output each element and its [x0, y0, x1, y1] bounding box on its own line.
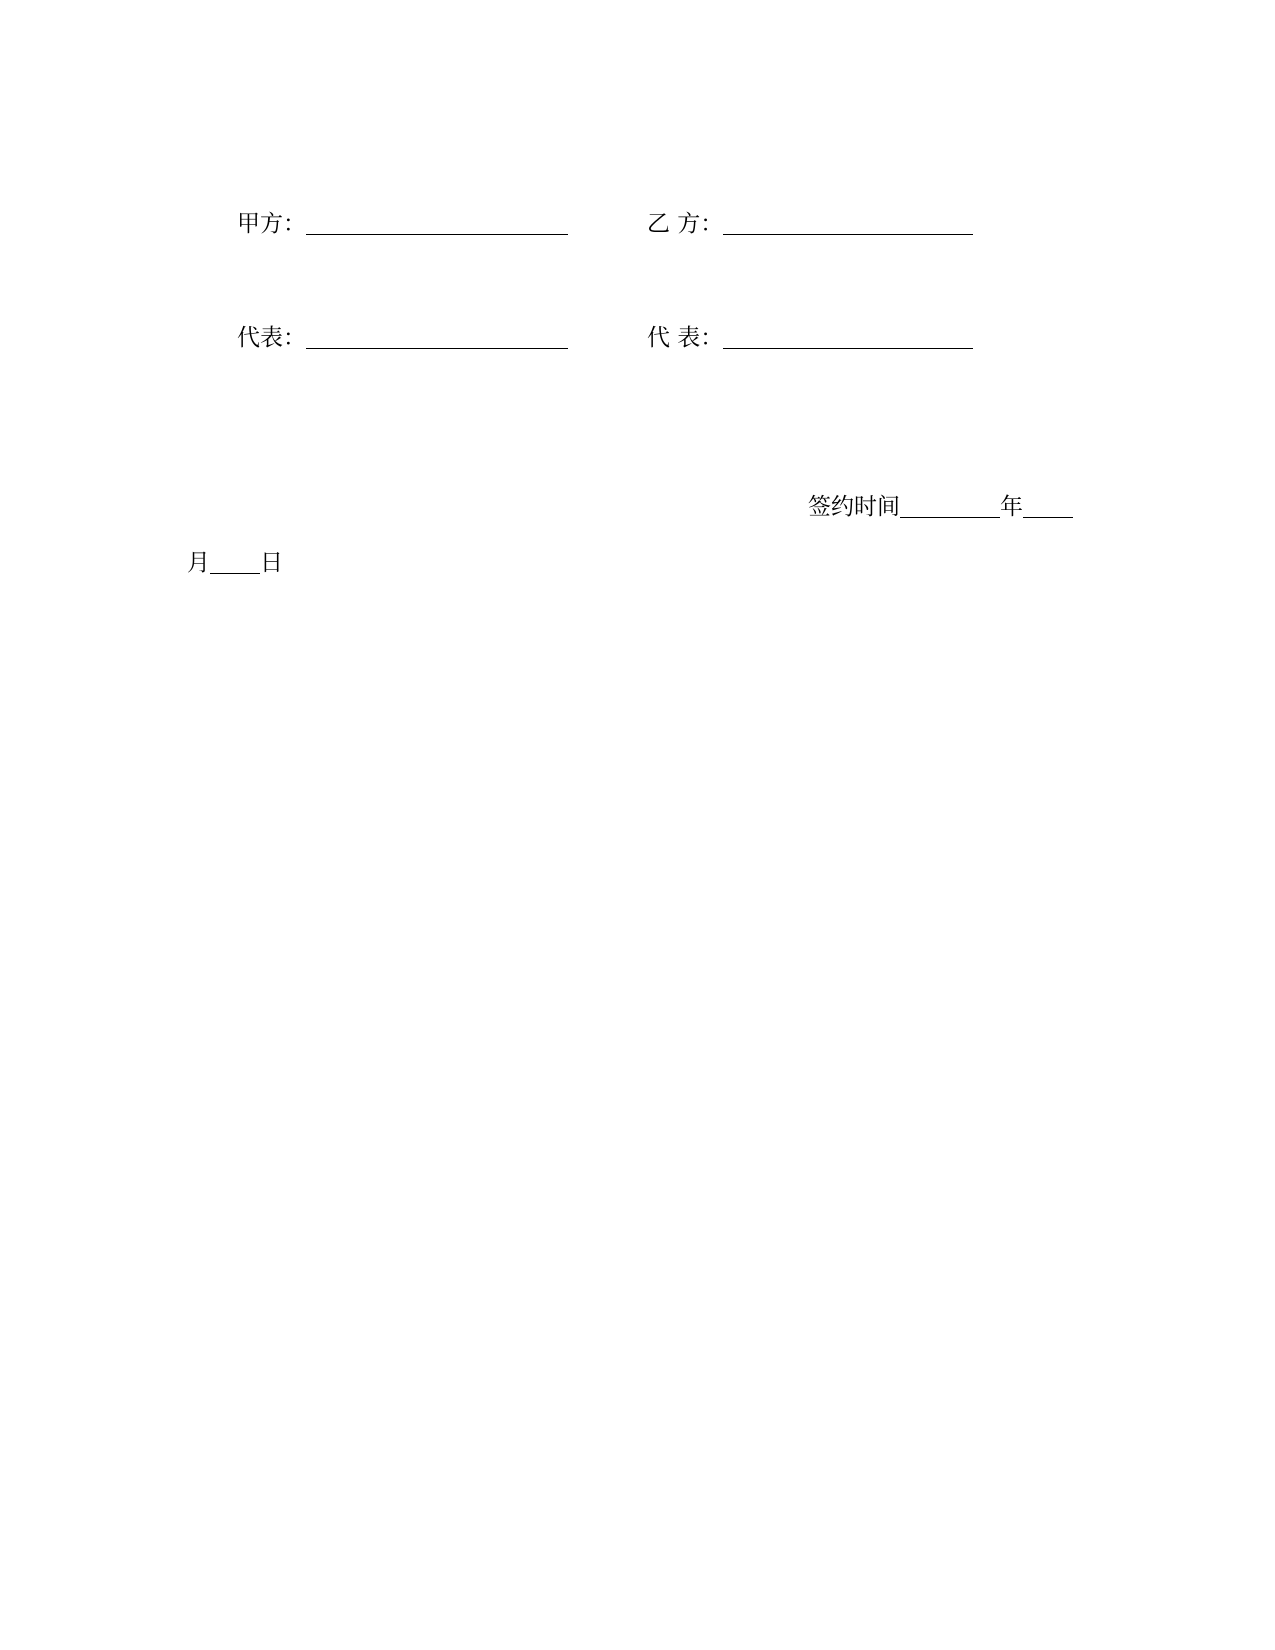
- party-a-blank: [306, 212, 568, 235]
- rep-a-label: 代表：: [237, 325, 306, 351]
- sign-time-line: [808, 494, 1073, 520]
- sign-time-label: 签约时间: [808, 494, 900, 520]
- rep-b-line: [647, 325, 973, 351]
- year-unit: 年: [1000, 494, 1023, 520]
- party-b-label: 乙 方：: [647, 211, 724, 237]
- month-unit: 月: [187, 550, 210, 576]
- party-a-label: 甲方：: [237, 211, 306, 237]
- day-blank: [210, 551, 260, 574]
- month-blank: [1023, 495, 1073, 518]
- rep-a-line: [237, 325, 568, 351]
- party-b-line: [647, 211, 973, 237]
- rep-a-blank: [306, 326, 568, 349]
- party-b-blank: [723, 212, 973, 235]
- party-a-line: [237, 211, 568, 237]
- year-blank: [900, 495, 1000, 518]
- rep-b-blank: [723, 326, 973, 349]
- day-unit: 日: [260, 550, 283, 576]
- sign-date-line: [187, 550, 283, 576]
- rep-b-label: 代 表：: [647, 325, 724, 351]
